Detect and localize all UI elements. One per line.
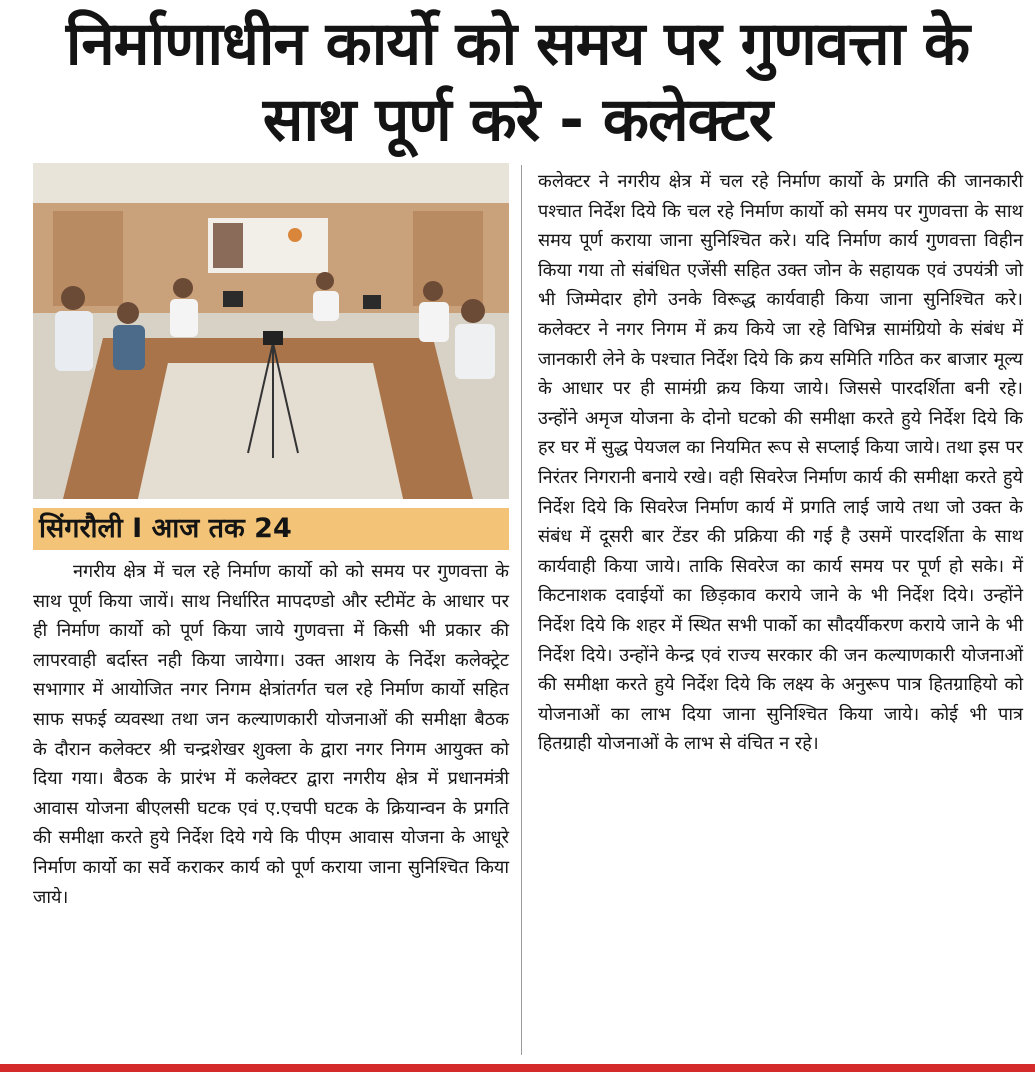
person-head — [423, 281, 443, 301]
meeting-photo — [33, 163, 509, 499]
person-head — [117, 302, 139, 324]
emblem-icon — [288, 228, 302, 242]
person-body — [170, 299, 198, 337]
ceiling — [33, 163, 509, 203]
column-divider — [521, 165, 522, 1055]
person-head — [461, 299, 485, 323]
person-head — [173, 278, 193, 298]
headline: निर्माणाधीन कार्यो को समय पर गुणवत्ता के साथ पूर्ण करे - कलेक्टर — [65, 9, 970, 155]
person-body — [419, 302, 449, 342]
person-head — [316, 272, 334, 290]
meeting-room-illustration — [33, 163, 509, 499]
byline-bar — [33, 508, 509, 550]
person-head — [61, 286, 85, 310]
left-column-text: नगरीय क्षेत्र में चल रहे निर्माण कार्यो को को समय पर गुणवत्ता के साथ पूर्ण किया जायें। साथ निर्धारित मापदण्डो और स्टीमेंट के आधार पर ही निर्माण कार्यो को पूर्ण किया जाये गुणवत्ता में किसी भी प्रकार की लापरवाही बर्दास्त नही किया जायेगा। उक्त आशय के निर्देश कलेक्ट्रेट सभागार में आयोजित नगर निगम क्षेत्रांतर्गत चल रहे निर्माण कार्यो सहित साफ सफई व्यवस्था तथा जन कल्याणकारी योजनाओं की समीक्षा बैठक के दौरान कलेक्टर श्री चन्द्रशेखर शुक्ला के द्वारा नगर निगम आयुक्त को दिया गया। बैठक के प्रारंभ में कलेक्टर द्वारा नगरीय क्षेत्र में प्रधानमंत्री आवास योजना बीएलसी घटक एवं ए.एचपी घटक के क्रियान्वन के प्रगति की समीक्षा करते हुये निर्देश दिये गये कि पीएम आवास योजना के आधूरे निर्माण कार्यो का सर्वे कराकर कार्य को पूर्ण कराया जाना सुनिश्चित किया जाये। — [33, 561, 509, 908]
camera-icon — [263, 331, 283, 345]
banner-portrait — [213, 223, 243, 268]
monitor-icon — [223, 291, 243, 307]
person-body — [313, 291, 339, 321]
person-body — [113, 325, 145, 370]
right-column-text: कलेक्टर ने नगरीय क्षेत्र में चल रहे निर्माण कार्यो के प्रगति की जानकारी पश्चात निर्देश दिये कि चल रहे निर्माण कार्यो को समय पर गुणवत्ता के साथ समय पूर्ण कराया जाना सुनिश्चित करे। यदि निर्माण कार्य गुणवत्ता विहीन किया गया तो संबंधित एजेंसी सहित उक्त जोन के सहायक एवं उपयंत्री जो भी जिम्मेदार होगे उनके विरूद्ध कार्यवाही किया जाना सुनिश्चित करे। कलेक्टर ने नगर निगम में क्रय किये जा रहे विभिन्न सामंग्रियो के संबंध में जानकारी लेने के पश्चात निर्देश दिये कि क्रय समिति गठित कर बाजार मूल्य के आधार पर ही सामंग्री क्रय किया जाये। जिससे पारदर्शिता बनी रहे। उन्होंने अमृज योजना के दोनो घटको की समीक्षा करते हुये निर्देश दिये कि हर घर में सुद्ध पेयजल का नियमित रूप से सप्लाई किया जाये। तथा इस पर निरंतर निगरानी बनाये रखे। वही सिवरेज निर्माण कार्य की समीक्षा करते हुये निर्देश दिये कि सिवरेज निर्माण कार्य में प्रगति लाई जाये तथा जो उक्त के संबंध में दूसरी बार टेंडर की प्रक्रिया की गई है उसमें पारदर्शिता के साथ कार्यवाही किया जाये। ताकि सिवरेज का कार्य समय पर पूर्ण हो सके। में किटनाशक दवाईयों का छिड़काव कराये जाने के भी निर्देश दिये। उन्होंने निर्देश दिये कि शहर में स्थित सभी पार्को का सौदर्यीकरण कराये जाने के भी निर्देश दिये। उन्होंने केन्द्र एवं राज्य सरकार की जन कल्याणकारी योजनाओं की समीक्षा करते हुये निर्देश दिये कि लक्ष्य के अनुरूप पात्र हितग्राहियो को योजनाओं का लाभ दिया जाना सुनिश्चित किया जाये। कोई भी पात्र हितग्राही योजनाओं के लाभ से वंचित न रहे। — [538, 171, 1023, 755]
person-body — [55, 311, 93, 371]
monitor-icon — [363, 295, 381, 309]
person-body — [455, 324, 495, 379]
dateline: सिंगरौली I आज तक 24 — [39, 513, 292, 544]
table-inner-floor — [138, 363, 403, 499]
bottom-rule — [0, 1064, 1035, 1072]
